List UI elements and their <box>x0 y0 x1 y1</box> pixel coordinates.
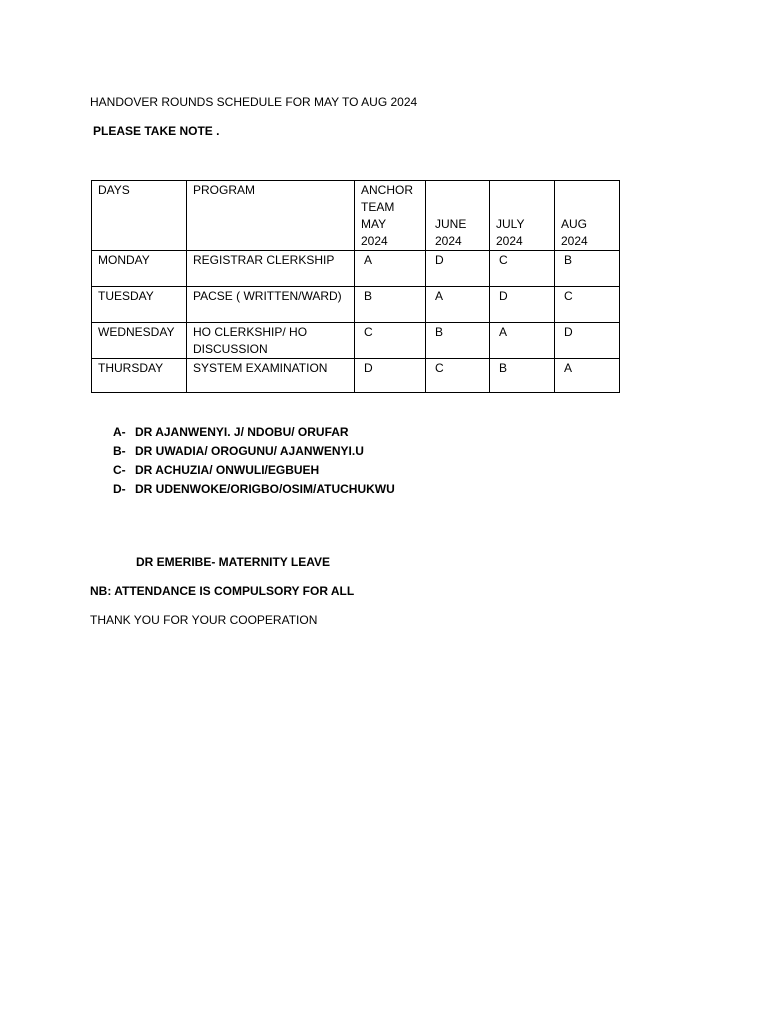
team-members: DR ACHUZIA/ ONWULI/EGBUEH <box>135 463 320 477</box>
header-may-line1: ANCHOR <box>361 183 414 197</box>
table-row <box>92 287 620 323</box>
header-june-line1: JUNE <box>435 217 467 231</box>
table-row <box>92 323 620 359</box>
attendance-note: NB: ATTENDANCE IS COMPULSORY FOR ALL <box>90 584 355 598</box>
team-code: B- <box>113 444 126 458</box>
row-aug: B <box>555 251 620 287</box>
list-item <box>113 461 395 480</box>
row-may: C <box>355 323 426 359</box>
header-july-line2: 2024 <box>496 234 523 248</box>
row-may: D <box>355 359 426 393</box>
row-june: C <box>426 359 490 393</box>
table-row <box>92 251 620 287</box>
row-program: REGISTRAR CLERKSHIP <box>187 251 355 287</box>
row-may: B <box>355 287 426 323</box>
row-june: A <box>426 287 490 323</box>
team-members: DR UDENWOKE/ORIGBO/OSIM/ATUCHUKWU <box>135 482 395 496</box>
team-members: DR UWADIA/ OROGUNU/ AJANWENYI.U <box>135 444 364 458</box>
list-item <box>113 442 395 461</box>
table-row <box>92 359 620 393</box>
row-aug: D <box>555 323 620 359</box>
header-may <box>355 181 426 251</box>
header-program: PROGRAM <box>187 181 355 251</box>
team-code: A- <box>113 425 126 439</box>
header-june <box>426 181 490 251</box>
team-list <box>113 423 395 499</box>
row-program: HO CLERKSHIP/ HO DISCUSSION <box>187 323 355 359</box>
row-day: WEDNESDAY <box>92 323 187 359</box>
header-may-line4: 2024 <box>361 234 388 248</box>
header-aug <box>555 181 620 251</box>
header-may-line3: MAY <box>361 217 387 231</box>
header-july <box>490 181 555 251</box>
row-july: D <box>490 287 555 323</box>
row-day: TUESDAY <box>92 287 187 323</box>
header-aug-line2: 2024 <box>561 234 588 248</box>
table-header-row <box>92 181 620 251</box>
row-program: PACSE ( WRITTEN/WARD) <box>187 287 355 323</box>
row-day: MONDAY <box>92 251 187 287</box>
list-item <box>113 480 395 499</box>
row-july: B <box>490 359 555 393</box>
row-day: THURSDAY <box>92 359 187 393</box>
header-days: DAYS <box>92 181 187 251</box>
maternity-leave-note: DR EMERIBE- MATERNITY LEAVE <box>136 555 331 569</box>
document-title: HANDOVER ROUNDS SCHEDULE FOR MAY TO AUG 2024 <box>90 95 418 109</box>
row-june: B <box>426 323 490 359</box>
row-aug: A <box>555 359 620 393</box>
header-aug-line1: AUG <box>561 217 588 231</box>
note-heading: PLEASE TAKE NOTE . <box>93 124 220 138</box>
row-program: SYSTEM EXAMINATION <box>187 359 355 393</box>
schedule-table <box>91 180 620 393</box>
header-may-line2: TEAM <box>361 200 395 214</box>
row-may: A <box>355 251 426 287</box>
row-june: D <box>426 251 490 287</box>
header-june-line2: 2024 <box>435 234 462 248</box>
team-code: C- <box>113 463 126 477</box>
team-members: DR AJANWENYI. J/ NDOBU/ ORUFAR <box>135 425 349 439</box>
header-july-line1: JULY <box>496 217 525 231</box>
thank-you-note: THANK YOU FOR YOUR COOPERATION <box>90 613 318 627</box>
list-item <box>113 423 395 442</box>
row-aug: C <box>555 287 620 323</box>
row-july: A <box>490 323 555 359</box>
team-code: D- <box>113 482 126 496</box>
row-july: C <box>490 251 555 287</box>
